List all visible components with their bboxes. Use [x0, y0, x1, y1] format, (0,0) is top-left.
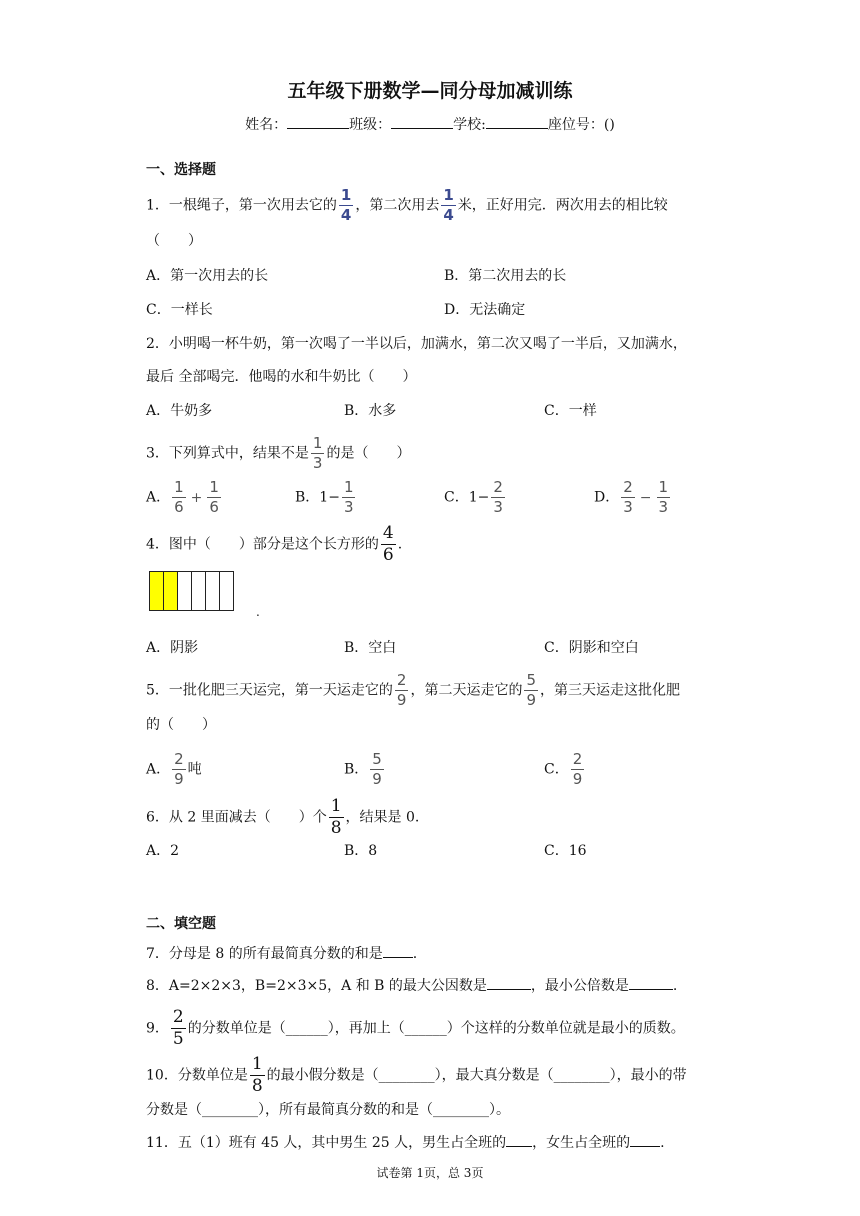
question-text: . — [397, 536, 403, 553]
fraction: $\frac{5}{9}$ — [526, 671, 536, 709]
section-fill-title: 二、填空题 — [146, 916, 216, 932]
option-b[interactable]: B．空白 — [344, 640, 397, 656]
name-label: 姓名： — [245, 117, 288, 133]
option-b[interactable]: B．1− $\frac{1}{3}$ — [295, 478, 354, 516]
option-c[interactable]: C．16 — [544, 843, 587, 859]
option-a[interactable]: A． $\frac{2}{9}$ 吨 — [146, 750, 202, 788]
class-label: 班级： — [349, 117, 392, 133]
blank-cell — [205, 571, 220, 611]
answer-paren: （ ） — [146, 233, 202, 249]
fraction: $\frac{2}{3}$ — [493, 478, 503, 516]
page-footer: 试卷第 1页，总 3页 — [376, 1166, 484, 1180]
fraction: $\frac{1}{6}$ — [174, 478, 184, 516]
fraction: $\frac{2}{3}$ — [623, 478, 633, 516]
blank-cell — [177, 571, 192, 611]
answer-blank[interactable] — [487, 975, 531, 990]
option-b[interactable]: B．第二次用去的长 — [444, 268, 567, 284]
question-10: 10．分数单位是 $\frac{1}{8}$ 的最小假分数是（________），最大真分数是（________），最小的带 — [146, 1054, 687, 1096]
answer-blank[interactable] — [629, 975, 673, 990]
question-text: ，第三天运走这批化肥 — [540, 682, 680, 699]
answer-blank[interactable] — [630, 1132, 660, 1147]
fraction: $\frac{1}{8}$ — [251, 1054, 263, 1096]
question-4 — [146, 525, 402, 564]
student-info-line — [0, 114, 860, 134]
option-a[interactable]: A．阴影 — [146, 640, 199, 656]
option-c[interactable]: C．1− $\frac{2}{3}$ — [444, 478, 503, 516]
question-text: 一根绳子，第一次用去它的 — [168, 197, 337, 214]
fraction: $\frac{2}{9}$ — [396, 671, 407, 709]
school-label: 学校: — [453, 117, 486, 133]
question-text: 的是（ ） — [326, 445, 411, 462]
rectangle-figure — [150, 571, 234, 611]
fraction: $\frac{2}{9}$ — [174, 750, 184, 788]
question-number: 1． — [146, 197, 169, 214]
option-c[interactable]: C． $\frac{2}{9}$ — [544, 750, 583, 788]
question-6 — [146, 798, 419, 837]
option-a[interactable]: A．2 — [146, 843, 180, 859]
option-a[interactable]: A． $\frac{1}{6}$ + $\frac{1}{6}$ — [146, 478, 219, 516]
question-5-line-2: 的（ ） — [146, 717, 216, 733]
fraction: $\frac{5}{9}$ — [372, 750, 382, 788]
fraction: $\frac{1}{4}$ — [443, 186, 454, 224]
blank-cell — [191, 571, 206, 611]
question-8: 8．A=2×2×3，B=2×3×5，A 和 B 的最大公因数是 ，最小公倍数是 . — [146, 975, 677, 995]
option-c[interactable]: C．一样长 — [146, 302, 213, 318]
option-c[interactable]: C．阴影和空白 — [544, 640, 639, 656]
class-blank — [391, 114, 453, 129]
question-text: ，结果是 0. — [345, 809, 420, 826]
question-text: ，第二次用去 — [355, 197, 440, 214]
fraction: $\frac{1}{3}$ — [658, 478, 669, 516]
option-c[interactable]: C．一样 — [544, 403, 597, 419]
fraction: $\frac{4}{6}$ — [382, 523, 394, 565]
fraction: $\frac{1}{3}$ — [343, 478, 354, 516]
option-a[interactable]: A．第一次用去的长 — [146, 268, 269, 284]
school-blank — [486, 114, 548, 129]
option-b[interactable]: B． $\frac{5}{9}$ — [344, 750, 382, 788]
option-a[interactable]: A．牛奶多 — [146, 403, 213, 419]
figure-dot: . — [256, 605, 260, 619]
question-5 — [146, 673, 680, 708]
question-10-line-2: 分数是（________），所有最简真分数的和是（________）。 — [146, 1102, 510, 1118]
question-text: 4．图中（ ）部分是这个长方形的 — [146, 536, 379, 553]
option-b[interactable]: B．水多 — [344, 403, 397, 419]
fraction: $\frac{1}{4}$ — [340, 186, 352, 224]
operator: + — [190, 489, 203, 506]
question-1 — [146, 188, 668, 223]
section-choice-title: 一、选择题 — [146, 162, 216, 178]
fraction: $\frac{2}{5}$ — [172, 1007, 184, 1049]
blank-cell — [219, 571, 234, 611]
fraction: $\frac{1}{8}$ — [330, 796, 342, 838]
question-text: 5．一批化肥三天运完，第一天运走它的 — [146, 682, 393, 699]
question-7: 7．分母是 8 的所有最简真分数的和是 . — [146, 943, 417, 963]
option-d[interactable]: D．无法确定 — [444, 302, 526, 318]
question-text: ，第二天运走它的 — [410, 682, 523, 699]
seat-label: 座位号：() — [547, 117, 615, 133]
question-9: 9． $\frac{2}{5}$ 的分数单位是（______），再加上（______）个这样的分数单位就是最小的质数。 — [146, 1007, 685, 1049]
question-3 — [146, 436, 410, 471]
shaded-cell — [163, 571, 178, 611]
name-blank — [287, 114, 349, 129]
question-11: 11．五（1）班有 45 人，其中男生 25 人，男生占全班的 ，女生占全班的 . — [146, 1132, 665, 1152]
option-d[interactable]: D． $\frac{2}{3}$ − $\frac{1}{3}$ — [594, 478, 669, 516]
page-title: 五年级下册数学—同分母加减训练 — [287, 80, 573, 102]
answer-blank[interactable] — [383, 943, 413, 958]
operator: − — [639, 489, 652, 506]
question-text: 3．下列算式中，结果不是 — [146, 445, 309, 462]
fraction: $\frac{1}{3}$ — [312, 434, 323, 472]
fraction: $\frac{1}{6}$ — [209, 478, 219, 516]
shaded-cell — [149, 571, 164, 611]
fraction: $\frac{2}{9}$ — [572, 750, 583, 788]
option-b[interactable]: B．8 — [344, 843, 378, 859]
question-text: 6．从 2 里面减去（ ）个 — [146, 809, 327, 826]
answer-blank[interactable] — [506, 1132, 532, 1147]
question-text: 米，正好用完．两次用去的相比较 — [457, 197, 668, 214]
question-2-line-2: 最后 全部喝完．他喝的水和牛奶比（ ） — [146, 369, 417, 385]
question-2-line-1: 2．小明喝一杯牛奶，第一次喝了一半以后，加满水，第二次又喝了一半后，又加满水， — [146, 336, 687, 352]
